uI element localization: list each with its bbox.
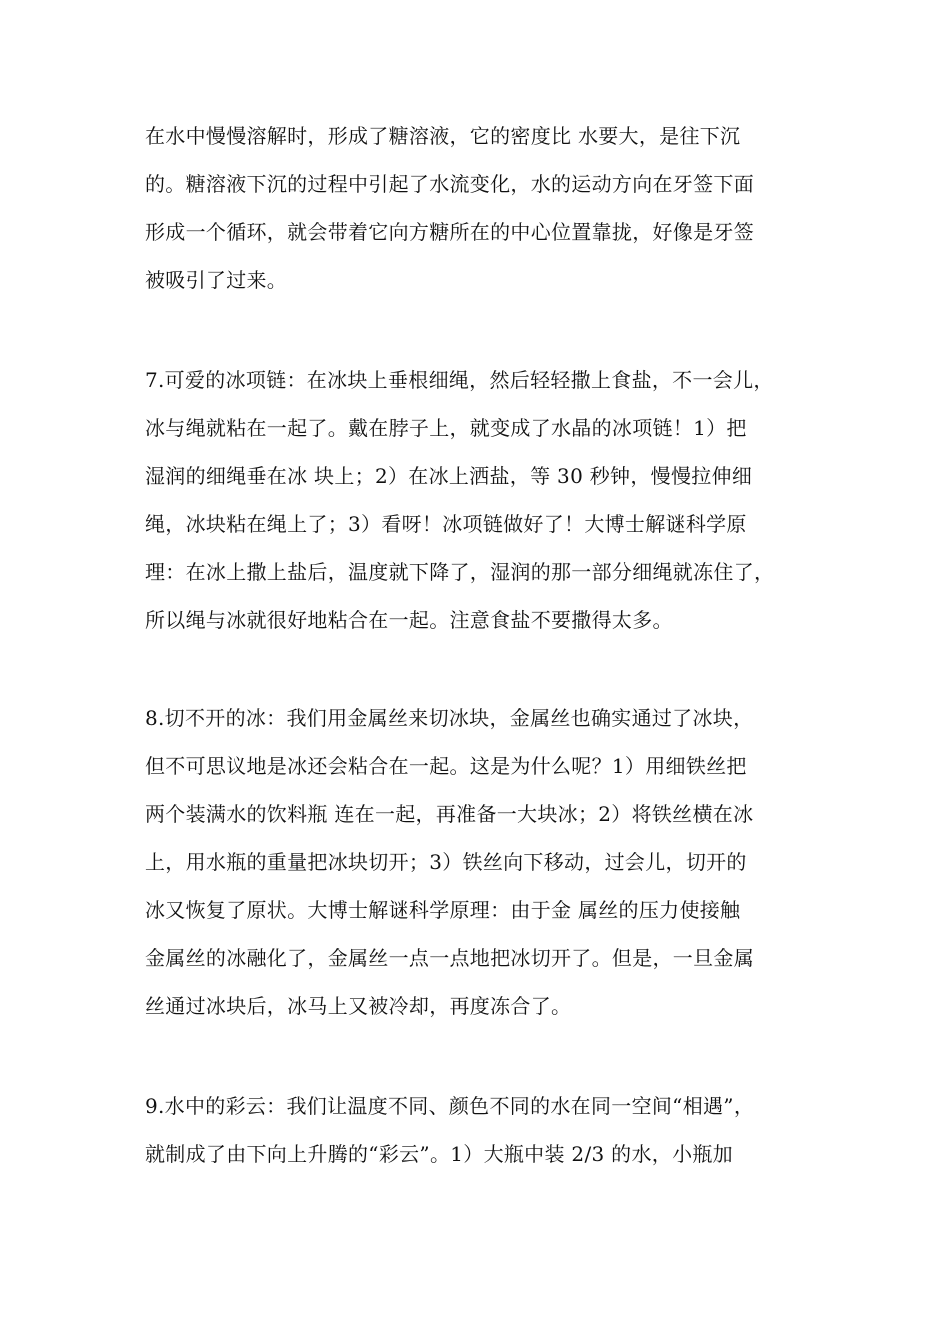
text-line: 8.切不开的冰：我们用金属丝来切冰块，金属丝也确实通过了冰块，: [145, 706, 754, 730]
text-line: 丝通过冰块后，冰马上又被冷却，再度冻合了。: [145, 994, 572, 1018]
text-line: 的。糖溶液下沉的过程中引起了水流变化，水的运动方向在牙签下面: [145, 172, 754, 196]
text-line: 但不可思议地是冰还会粘合在一起。这是为什么呢？1）用细铁丝把: [145, 754, 747, 778]
text-line: 在水中慢慢溶解时，形成了糖溶液，它的密度比 水要大，是往下沉: [145, 124, 741, 148]
paragraph-uncuttable-ice: [145, 694, 810, 1030]
text-line: 冰又恢复了原状。大博士解谜科学原理：由于金 属丝的压力使接触: [145, 898, 741, 922]
text-line: 理：在冰上撒上盐后，温度就下降了，湿润的那一部分细绳就冻住了，: [145, 560, 775, 584]
text-line: 被吸引了过来。: [145, 268, 288, 292]
paragraph-sugar-solution: [145, 112, 810, 304]
text-line: 上，用水瓶的重量把冰块切开；3）铁丝向下移动，过会儿，切开的: [145, 850, 747, 874]
text-line: 所以绳与冰就很好地粘合在一起。注意食盐不要撒得太多。: [145, 608, 673, 632]
text-line: 湿润的细绳垂在冰 块上；2）在冰上洒盐，等 30 秒钟，慢慢拉伸细: [145, 464, 753, 488]
text-line: 就制成了由下向上升腾的“彩云”。1）大瓶中装 2/3 的水，小瓶加: [145, 1142, 733, 1166]
text-line: 两个装满水的饮料瓶 连在一起，再准备一大块冰；2）将铁丝横在冰: [145, 802, 754, 826]
text-line: 绳，冰块粘在绳上了；3）看呀！冰项链做好了！大博士解谜科学原: [145, 512, 747, 536]
paragraph-ice-necklace: [145, 356, 810, 644]
text-line: 形成一个循环，就会带着它向方糖所在的中心位置靠拢，好像是牙签: [145, 220, 754, 244]
text-line: 9.水中的彩云：我们让温度不同、颜色不同的水在同一空间“相遇”，: [145, 1094, 755, 1118]
paragraph-colored-clouds: [145, 1082, 810, 1178]
text-line: 冰与绳就粘在一起了。戴在脖子上，就变成了水晶的冰项链！1）把: [145, 416, 747, 440]
text-line: 金属丝的冰融化了，金属丝一点一点地把冰切开了。但是，一旦金属: [145, 946, 754, 970]
text-line: 7.可爱的冰项链：在冰块上垂根细绳，然后轻轻撒上食盐，不一会儿，: [145, 368, 774, 392]
